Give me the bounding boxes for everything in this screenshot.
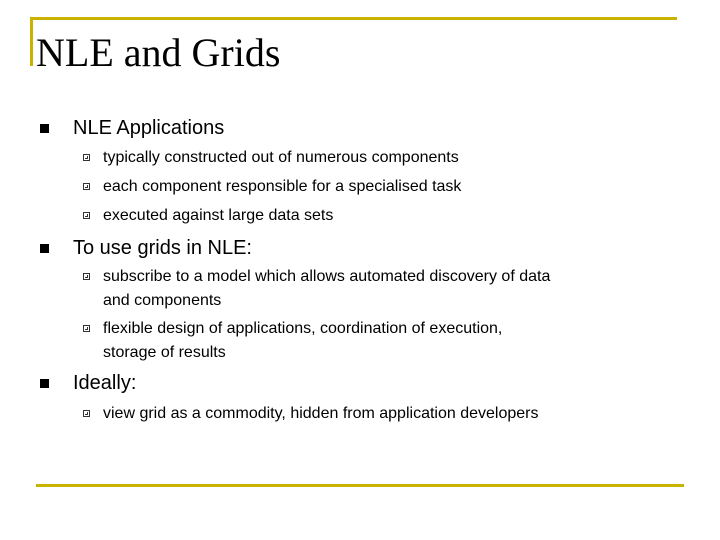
filled-square-bullet-icon (40, 379, 49, 388)
sub-bullet-subscribe-model-line1: subscribe to a model which allows automated discovery of data (103, 268, 551, 285)
hollow-square-bullet-icon (83, 325, 90, 332)
sub-bullet-flexible-design-line1: flexible design of applications, coordination of execution, (103, 320, 503, 337)
hollow-square-bullet-icon (83, 154, 90, 161)
sub-bullet-grid-commodity: view grid as a commodity, hidden from application developers (103, 405, 539, 422)
filled-square-bullet-icon (40, 244, 49, 253)
filled-square-bullet-icon (40, 124, 49, 133)
sub-bullet-large-data-sets: executed against large data sets (103, 207, 334, 224)
left-decorative-rule (30, 17, 33, 66)
sub-bullet-specialised-task: each component responsible for a specialised task (103, 178, 462, 195)
hollow-square-bullet-icon (83, 410, 90, 417)
top-decorative-rule (30, 17, 677, 20)
bullet-ideally: Ideally: (73, 372, 137, 394)
bullet-use-grids-in-nle: To use grids in NLE: (73, 237, 252, 259)
bottom-decorative-rule (36, 484, 684, 487)
sub-bullet-flexible-design-line2: storage of results (103, 344, 226, 361)
bullet-nle-applications: NLE Applications (73, 117, 225, 139)
sub-bullet-components: typically constructed out of numerous components (103, 149, 459, 166)
hollow-square-bullet-icon (83, 273, 90, 280)
hollow-square-bullet-icon (83, 212, 90, 219)
sub-bullet-subscribe-model-line2: and components (103, 292, 222, 309)
hollow-square-bullet-icon (83, 183, 90, 190)
slide-title: NLE and Grids (36, 30, 281, 75)
